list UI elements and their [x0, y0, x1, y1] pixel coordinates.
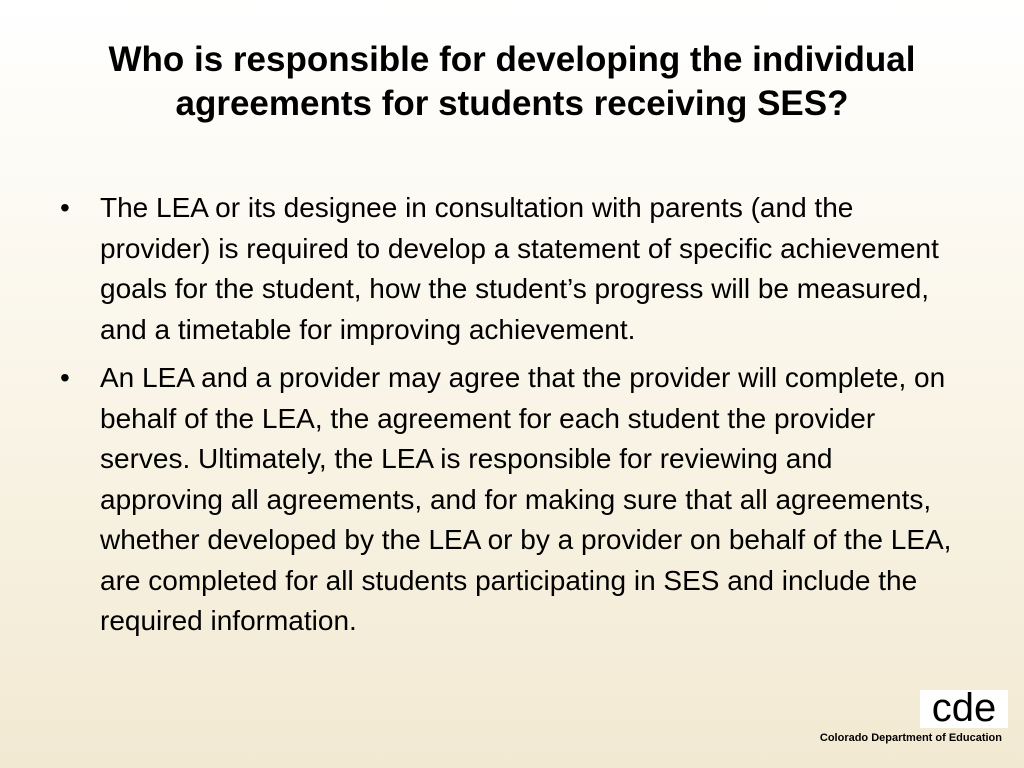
bullet-item: [58, 358, 958, 642]
bullet-marker: •: [60, 192, 70, 223]
logo-caption: Colorado Department of Education: [819, 732, 1002, 744]
logo-wordmark: cde: [931, 690, 997, 728]
bullet-list: [58, 188, 958, 650]
bullet-item: [58, 188, 958, 350]
bullet-text: An LEA and a provider may agree that the provider will complete, on behalf of the LEA, the agreement for each student the provider serves. Ultimately, the LEA is responsible for reviewing and approving all agreements, and for making sure that all agreements, whether developed by the LEA or by a provider on behalf of the LEA, are completed for all students participating in SES and include the required information.: [100, 362, 952, 636]
bullet-marker: •: [60, 362, 70, 393]
slide-title: Who is responsible for developing the individual agreements for students receiving SES?: [108, 40, 916, 123]
cde-wordmark-icon: [920, 690, 1008, 728]
cde-logo: [790, 690, 1010, 750]
bullet-text: The LEA or its designee in consultation with parents (and the provider) is required to develop a statement of specific achievement goals for the student, how the student’s progress will be measured, and a timetable for improving achievement.: [100, 192, 939, 345]
